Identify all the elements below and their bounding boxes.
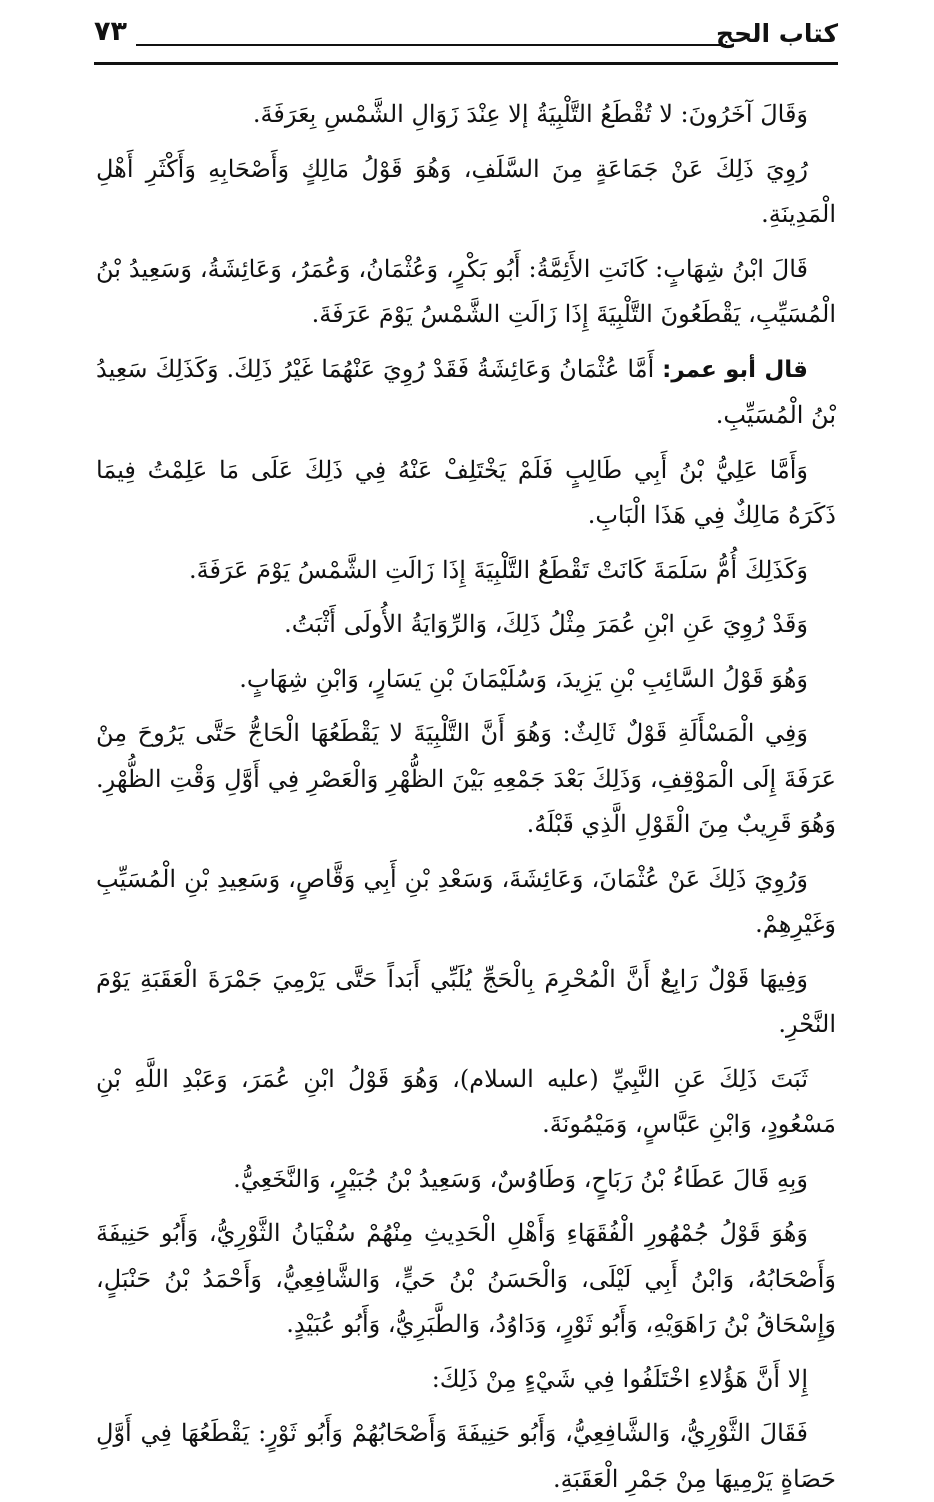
- paragraph: [96, 147, 836, 238]
- paragraph: [96, 448, 836, 539]
- header-line: [136, 44, 726, 46]
- paragraph: [96, 657, 836, 703]
- paragraph-text: وَكَذَلِكَ أُمُّ سَلَمَةَ كَانَتْ تَقْطَعُ التَّلْبِيَةَ إِذَا زَالَتِ الشَّمْسُ يَوْمَ عَرَفَةَ.: [188, 555, 808, 584]
- paragraph: [96, 247, 836, 338]
- paragraph-text: رُوِيَ ذَلِكَ عَنْ جَمَاعَةٍ مِنَ السَّلَفِ، وَهُوَ قَوْلُ مَالِكٍ وَأَصْحَابِهِ وَأَكْثَرِ أَهْلِ الْمَدِينَةِ.: [96, 154, 836, 228]
- paragraph: [96, 92, 836, 138]
- page-body: [96, 92, 836, 1502]
- paragraph: [96, 1211, 836, 1348]
- paragraph-text: وَبِهِ قَالَ عَطَاءُ بْنُ رَبَاحٍ، وَطَاوُسٌ، وَسَعِيدُ بْنُ جُبَيْرٍ، وَالنَّخَعِيُّ.: [233, 1164, 808, 1193]
- header-rule: [94, 62, 838, 65]
- paragraph: [96, 1357, 836, 1403]
- paragraph-text: وَفِيهَا قَوْلٌ رَابِعٌ أَنَّ الْمُحْرِمَ بِالْحَجِّ يُلَبِّي أَبَداً حَتَّى يَرْمِيَ جَمْرَةَ الْعَقَبَةِ يَوْمَ النَّحْرِ.: [96, 964, 836, 1038]
- page-number: ٧٣: [94, 16, 127, 47]
- paragraph: [96, 602, 836, 648]
- paragraph: [96, 711, 836, 848]
- paragraph: [96, 347, 836, 439]
- paragraph-text: ثَبَتَ ذَلِكَ عَنِ النَّبِيِّ (عليه السلام)، وَهُوَ قَوْلُ ابْنِ عُمَرَ، وَعَبْدِ اللَّهِ بْنِ مَسْعُودٍ، وَابْنِ عَبَّاسٍ، وَمَيْمُونَةَ.: [96, 1064, 836, 1138]
- paragraph: [96, 1411, 836, 1502]
- paragraph-text: وَقَدْ رُوِيَ عَنِ ابْنِ عُمَرَ مِثْلُ ذَلِكَ، وَالرِّوَايَةُ الأُولَى أَثْبَتُ.: [284, 610, 808, 638]
- paragraph: [96, 957, 836, 1048]
- paragraph-text: وَقَالَ آخَرُونَ: لا تُقْطَعُ التَّلْبِيَةُ إلا عِنْدَ زَوَالِ الشَّمْسِ بِعَرَفَةَ.: [252, 100, 808, 128]
- paragraph: [96, 857, 836, 948]
- paragraph-text: وَهُوَ قَوْلُ السَّائِبِ بْنِ يَزِيدَ، وَسُلَيْمَانَ بْنِ يَسَارٍ، وَابْنِ شِهَابٍ.: [239, 664, 808, 693]
- paragraph-text: إِلا أَنَّ هَؤُلاءِ اخْتَلَفُوا فِي شَيْءٍ مِنْ ذَلِكَ:: [431, 1364, 808, 1393]
- paragraph-text: وَفِي الْمَسْأَلَةِ قَوْلٌ ثَالِثٌ: وَهُوَ أَنَّ التَّلْبِيَةَ لا يَقْطَعُهَا الْحَاجُّ حَتَّى يَرُوحَ مِنْ عَرَفَةَ إِلَى الْمَوْقِفِ، وَذَلِكَ بَعْدَ جَمْعِهِ بَيْنَ الظُّهْرِ وَالْعَصْرِ فِي أَوَّلِ وَقْتِ الظُّهْرِ. وَهُوَ قَرِيبٌ مِنَ الْقَوْلِ الَّذِي قَبْلَهُ.: [96, 719, 836, 838]
- paragraph: [96, 1057, 836, 1148]
- paragraph-text: وَأَمَّا عَلِيُّ بْنُ أَبِي طَالِبٍ فَلَمْ يَخْتَلِفْ عَنْهُ فِي ذَلِكَ عَلَى مَا عَلِمْتُ فِيمَا ذَكَرَهُ مَالِكٌ فِي هَذَا الْبَابِ.: [96, 455, 836, 529]
- paragraph-text: وَهُوَ قَوْلُ جُمْهُورِ الْفُقَهَاءِ وَأَهْلِ الْحَدِيثِ مِنْهُمْ سُفْيَانُ الثَّوْرِيُّ، وَأَبُو حَنِيفَةَ وَأَصْحَابُهُ، وَابْنُ أَبِي لَيْلَى، وَالْحَسَنُ بْنُ حَيٍّ، وَالشَّافِعِيُّ، وَأَحْمَدُ بْنُ حَنْبَلٍ، وَإِسْحَاقُ بْنُ رَاهَوَيْهِ، وَأَبُو ثَوْرٍ، وَدَاوُدُ، وَالطَّبَرِيُّ، وَأَبُو عُبَيْدٍ.: [96, 1219, 836, 1338]
- paragraph: [96, 548, 836, 594]
- speaker-label: قال أبو عمر:: [662, 356, 808, 383]
- paragraph-text: قَالَ ابْنُ شِهَابٍ: كَانَتِ الأَئِمَّةُ: أَبُو بَكْرٍ، وَعُثْمَانُ، وَعُمَرُ، وَعَائِشَةُ، وَسَعِيدُ بْنُ الْمُسَيِّبِ، يَقْطَعُونَ التَّلْبِيَةَ إِذَا زَالَتِ الشَّمْسُ يَوْمَ عَرَفَةَ.: [96, 254, 836, 328]
- paragraph: [96, 1157, 836, 1203]
- book-title: كتاب الحج: [716, 19, 838, 48]
- page-header: [94, 14, 838, 58]
- paragraph-text: فَقَالَ الثَّوْرِيُّ، وَالشَّافِعِيُّ، وَأَبُو حَنِيفَةَ وَأَصْحَابُهُمْ وَأَبُو ثَوْرٍ: يَقْطَعُهَا فِي أَوَّلِ حَصَاةٍ يَرْمِيهَا مِنْ جَمْرِ الْعَقَبَةِ.: [96, 1419, 836, 1493]
- paragraph-text: أَمَّا عُثْمَانُ وَعَائِشَةُ فَقَدْ رُوِيَ عَنْهُمَا غَيْرُ ذَلِكَ. وَكَذَلِكَ سَعِيدُ بْنُ الْمُسَيِّبِ.: [96, 354, 836, 429]
- paragraph-text: وَرُوِيَ ذَلِكَ عَنْ عُثْمَانَ، وَعَائِشَةَ، وَسَعْدِ بْنِ أَبِي وَقَّاصٍ، وَسَعِيدِ بْنِ الْمُسَيِّبِ وَغَيْرِهِمْ.: [96, 864, 836, 938]
